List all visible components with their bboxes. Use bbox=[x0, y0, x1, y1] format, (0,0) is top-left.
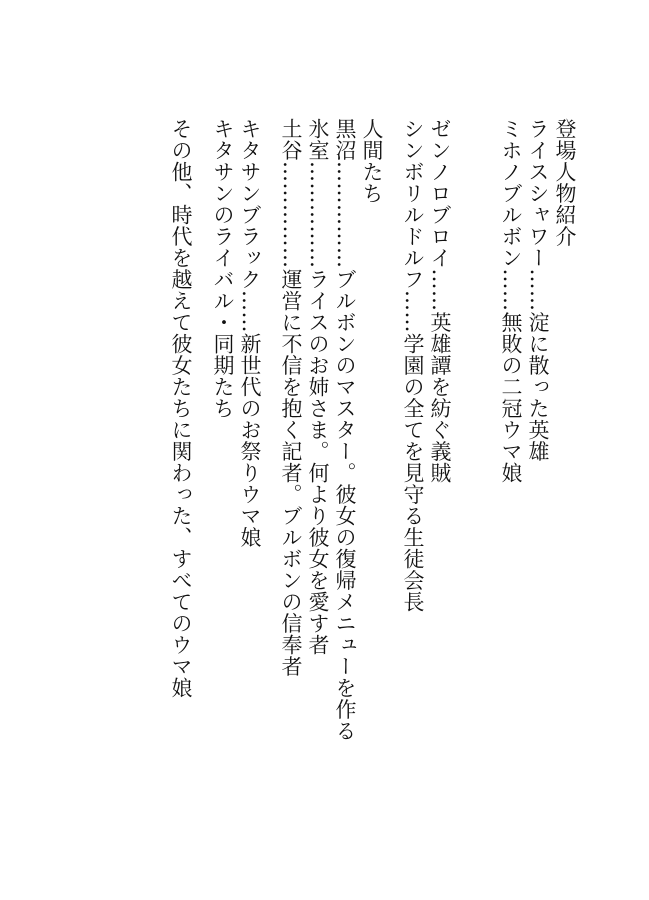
human-entry-himuro: 氷室……………ライスのお姉さま。何より彼女を愛す者 bbox=[306, 118, 330, 656]
section-title: 登場人物紹介 bbox=[553, 118, 577, 247]
closing-line: その他、時代を越えて彼女たちに関わった、すべてのウマ娘 bbox=[169, 118, 193, 699]
humans-heading: 人間たち bbox=[360, 118, 384, 204]
human-entry-kuronuma: 黒沼……………ブルボンのマスター。彼女の復帰メニューを作る bbox=[333, 118, 357, 742]
human-entry-tsuchiya: 土谷……………運営に不信を抱く記者。ブルボンの信奉者 bbox=[279, 118, 303, 677]
rival-entry-kitasan-black: キタサンブラック……新世代のお祭りウマ娘 bbox=[238, 118, 262, 548]
character-entry-mihono-bourbon: ミホノブルボン……無敗の二冠ウマ娘 bbox=[499, 118, 523, 484]
character-entry-symboli-rudolf: シンボリルドルフ……学園の全てを見守る生徒会長 bbox=[401, 118, 425, 613]
character-entry-zenno-rob-roy: ゼンノロブロイ……英雄譚を紡ぐ義賊 bbox=[428, 118, 452, 484]
character-entry-rice-shower: ライスシャワー……淀に散った英雄 bbox=[526, 118, 550, 462]
rival-entry-kitasan-rivals: キタサンのライバル・同期たち bbox=[211, 118, 235, 419]
